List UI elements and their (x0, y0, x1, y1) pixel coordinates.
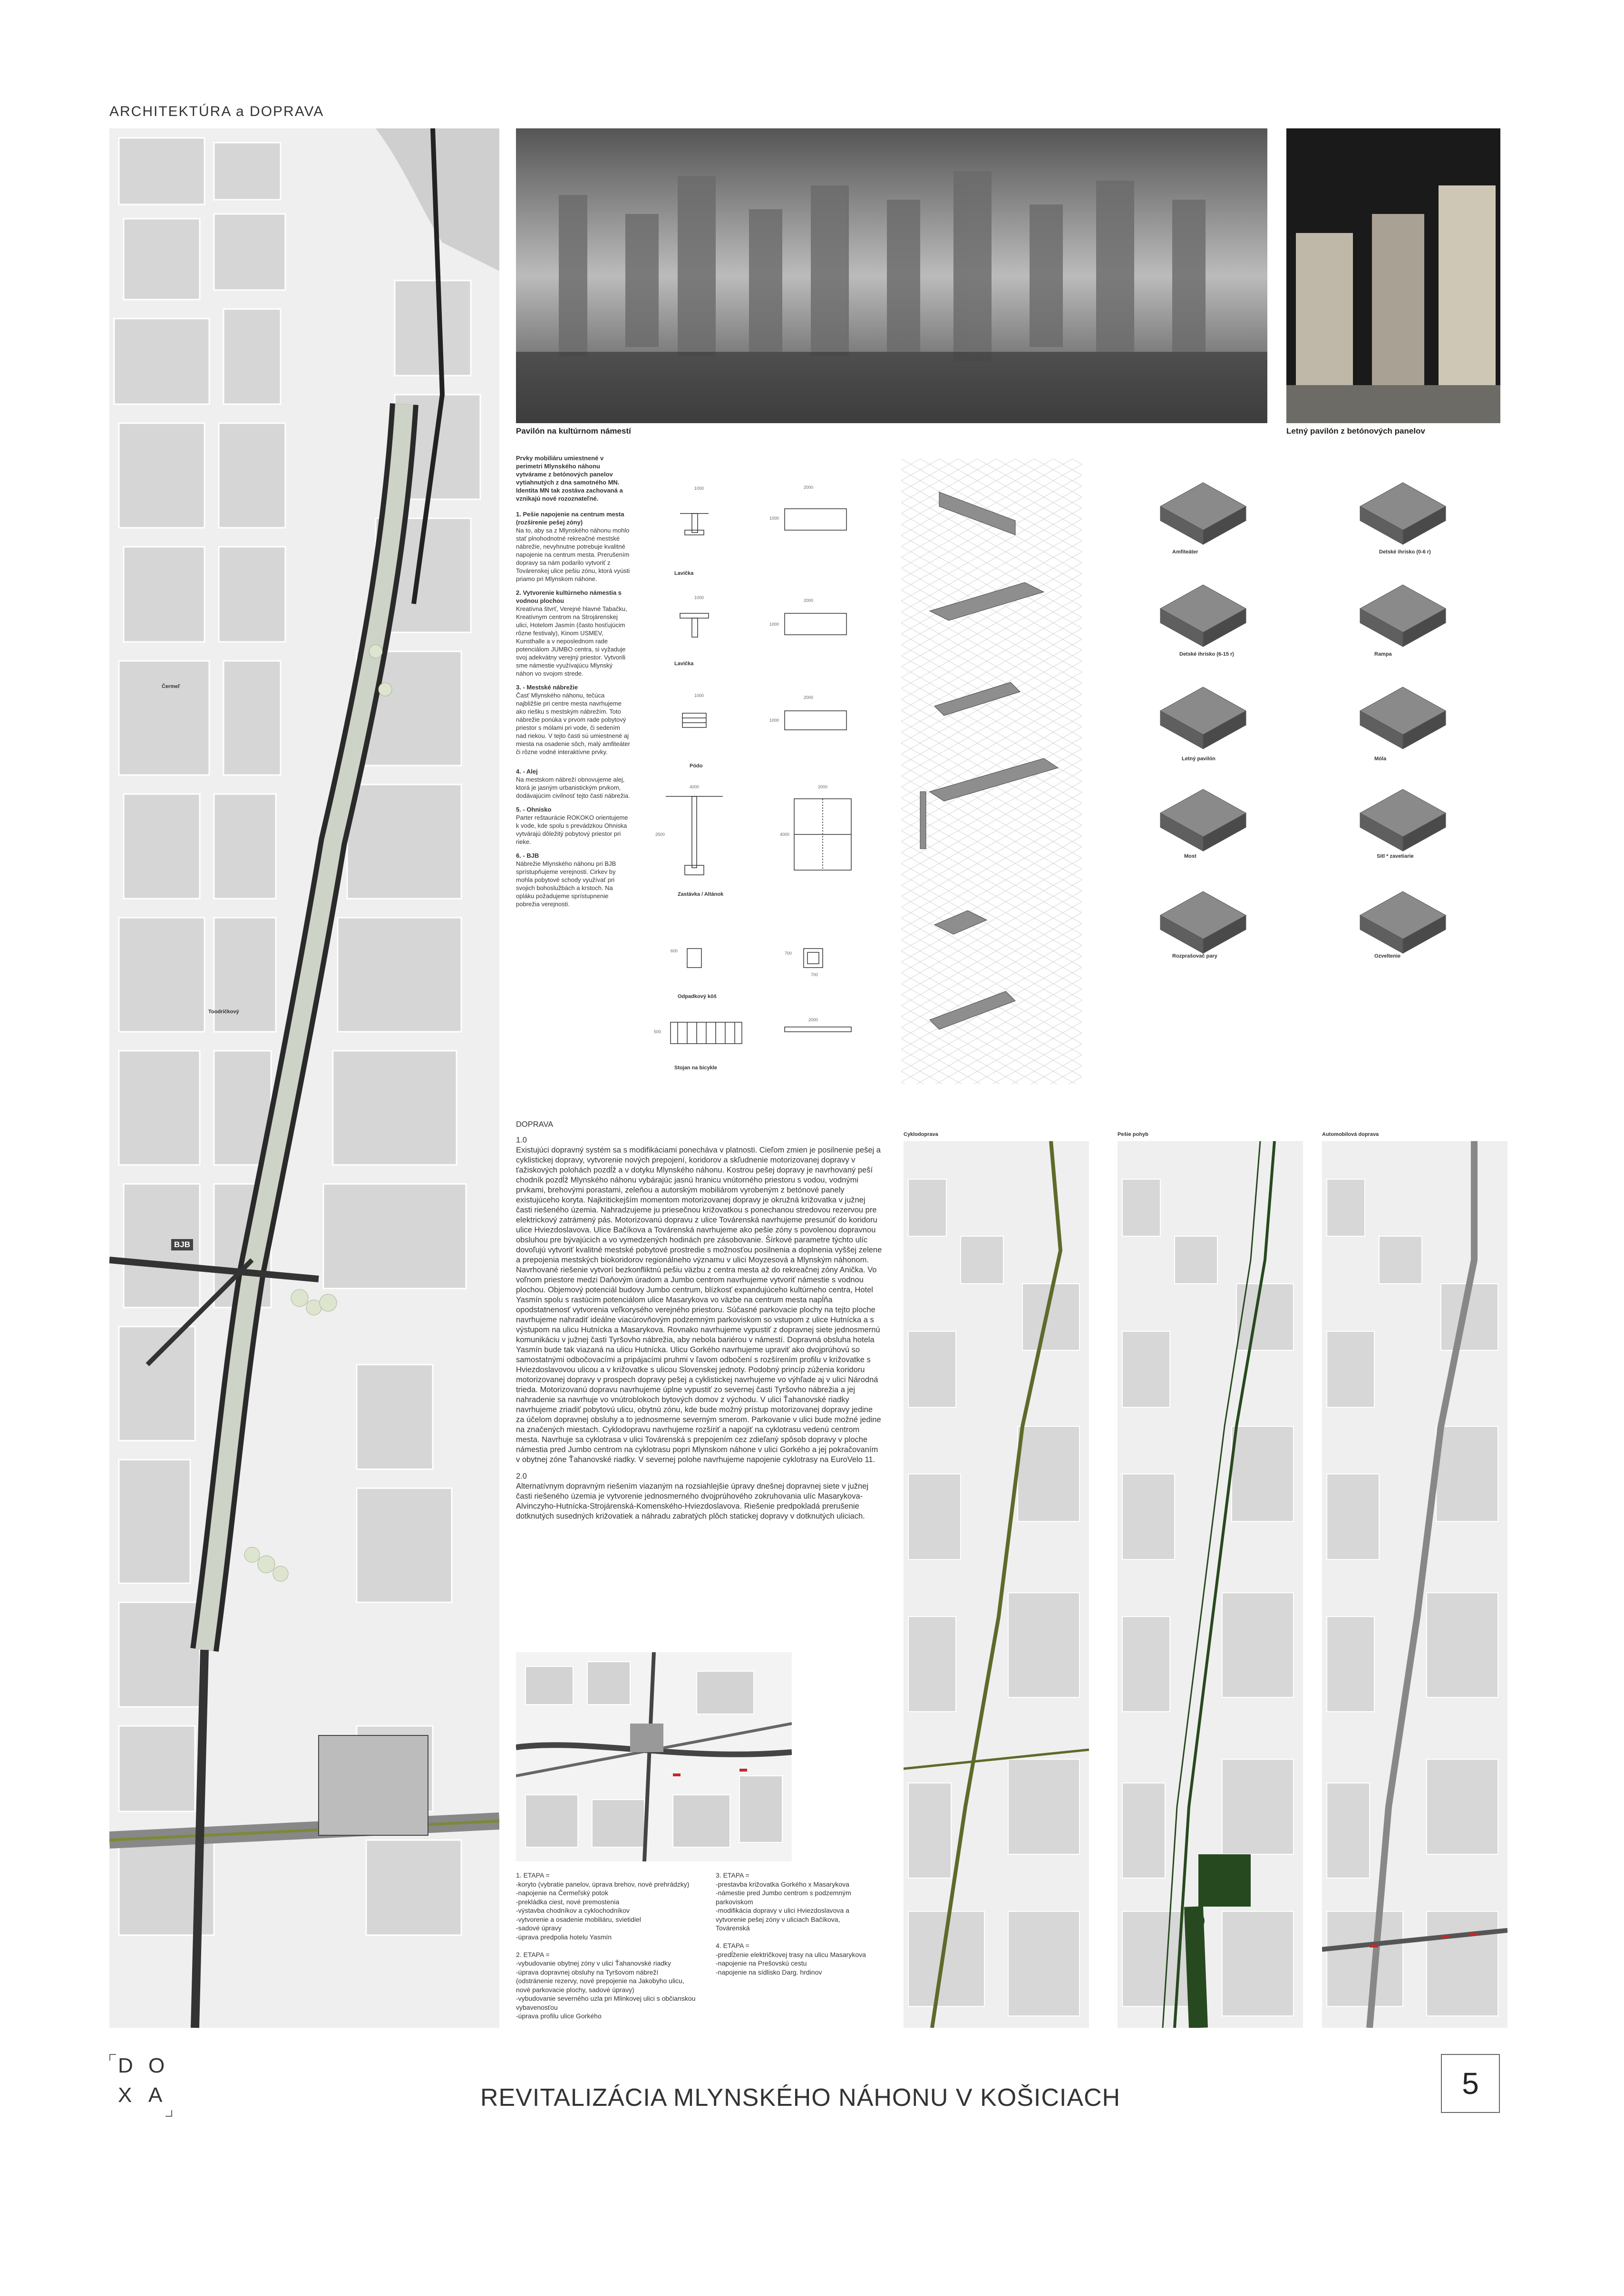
dim-label: 1000 (694, 486, 704, 491)
iso-label-sitl: Sitl * zavetiarie (1377, 853, 1414, 859)
intro-item-body: Parter reštaurácie ROKOKO orientujeme k vode, kde spolu s prevádzkou Ohniska vytvárajú dôležitý pobytový priestor pri rieke. (516, 814, 630, 845)
logo-letter: A (148, 2083, 163, 2107)
isometric-grid-svg (901, 459, 1082, 1084)
doprava-section (516, 1120, 882, 1521)
iso-label-ozveltenie: Ozveltenie (1374, 953, 1401, 959)
pedestrian-map (1118, 1141, 1303, 2028)
logo-letter: D (118, 2054, 133, 2077)
etapy-col-1: 1. ETAPA = -koryto (vybratie panelov, úprava brehov, nové prehrádzky) -napojenie na Čermeľský potok -prekládka ciest, nové premostenia -výstavba chodníkov a cyklochodníkov -vytvorenie a osadenie mobiliáru, svietidiel -sadové úpravy -úprava predpolia hotelu Yasmín 2. ETAPA = -vybudovanie obytnej zóny v ulici Ťahanovské riadky -úprava dopravnej obsluhy na Tyršovom nábreží (odstránenie rezervy, nové prepojenie na Jakobyho ulicu, nové parkovacie plochy, sadové úpravy) -vybudovanie severného uzla pri Mlinkovej ulici s občianskou vybavenosťou -úprava profilu ulice Gorkého (516, 1871, 696, 2020)
iso-elements-svg (1137, 464, 1469, 1082)
furniture-label: Lavička (674, 571, 694, 576)
car-traffic-map (1322, 1141, 1507, 2028)
dim-label: 1000 (694, 693, 704, 698)
map-label-bjb: BJB (171, 1239, 193, 1250)
dim-label: 2500 (655, 832, 665, 837)
logo-letter: X (118, 2083, 132, 2107)
map-title-auto: Automobilová doprava (1322, 1132, 1379, 1137)
doprava-s2-body: Alternatívnym dopravným riešením viazaným na rozsiahlejšie úpravy dnešnej dopravnej siete v južnej časti riešeného územia je vytvorenie jednosmerného dvojprúhového zokruhovania ulíc Masarykova-Alvinczyho-Hutnícka-Strojárenská-Komenského-Hviezdoslavova. Riešenie predpokladá prerušenie dotknutých susedných križovatiek a náhradu zabratých plôch statickej dopravy v dotknutých uliciach. (516, 1482, 871, 1521)
intro-item-title: 4. - Alej (516, 768, 538, 775)
furniture-label: Pódo (690, 763, 703, 769)
dim-label: 700 (785, 951, 792, 956)
summer-pavilion-drawing (1286, 128, 1500, 423)
alternative-map-svg (516, 1652, 792, 1861)
logo-corner (109, 2054, 116, 2061)
main-site-map (109, 128, 499, 2028)
etapy-col-2: 3. ETAPA = -prestavba križovatka Gorkého x Masarykova -námestie pred Jumbo centrom s podzemným parkoviskom -modifikácia dopravy v ulici Hviezdoslavova a vytvorenie pešej zóny v uliciach Bačíkova, Továrenská 4. ETAPA = -predĺženie električkovej trasy na ulicu Masarykova -napojenie na Prešovskú cestu -napojenie na sídlisko Darg. hrdinov (716, 1871, 866, 1976)
main-map-drawing (109, 128, 499, 2028)
logo-letter: O (148, 2054, 165, 2077)
doprava-s1-number: 1.0 (516, 1136, 527, 1144)
doprava-s1-body: Existujúci dopravný systém sa s modifikáciami ponecháva v platnosti. Cieľom zmien je posilnenie pešej a cyklistickej dopravy, vytvorenie nových prepojení, koridorov a skľudnenie motorizovanej dopravy v ťažiskových polohách pozdĺž a v dotyku Mlynského náhonu. Kostrou pešej dopravy je navrhovaný peší chodník pozdĺž Mlynského náhonu vybárajúc jasnú hranicu vnútorného priestoru s vodou, vodnými prvkami, brehovými porastami, zeleňou a autorským mobiliárom vyrobeným z betónové panely existujúceho koryta. Najkritickejším momentom motorizovanej dopravy je okružná križovatka v južnej časti riešeného územia. Nahradzujeme ju priesečnou križovatkou s ponechanou stredovou rezervou pre elektrickový zatrámený pás. Motorizovanú dopravu z ulice Továrenská navrhujeme presunúť do koridoru ulice Hviezdoslavova. Ulice Bačíkova a Továrenská navrhujeme ako pešie zóny s povolenou dopravnou obsluhou pre bývajúcich a vo vymedzených hodinách pre zásobovanie. Šírkové parametre týchto ulíc dovoľujú vytvoriť kvalitné mestské pobytové prostredie s možnosťou posilnenia a doplnenia vyššej zelene a prepojenia mestských biokoridorov regionálneho významu v ulici Moyzesová a Mlynským náhonom. Navrhované riešenie vytvorí bezkonfliktnú pešiu väzbu z centra mesta až do rekreačnej zóny Anička. Vo voľnom priestore medzi Daňovým úradom a Jumbo centrom navrhujeme vytvoriť námestie s vodnou plochou. Objemový potenciál budovy Jumbo centrum, blízkosť expandujúceho kultúrneho centra, Hotel Yasmín spolu s rastúcim potenciálom ulice Masarykova vo väzbe na centrum mesta napĺňa opodstatnenosť vytvorenia veľkorysého verejného priestoru. Súčasné parkovacie plochy na tejto ploche navrhujeme nahradiť ideálne viacúrovňovým podzemným parkoviskom so vstupom z ulice Hutnícka a s výstupom na ulicu Hutnícka a Masarykova. Rovnako navrhujeme vypustiť z dopravnej siete jednosmernú komunikáciu v južnej časti Tyršovho nábrežia, aby nebola bariérou v námestí. Dopravná obsluha hotela Yasmín bude tak viazaná na ulicu Hutnícka. Ulicu Gorkého navrhujeme upraviť ako dvojprúhovú so samostatnými odbočovacími a pripájacími pruhmi v ľavom odbočení s rozšírením profilu v križovatke s Hviezdoslavovou ulicou a v križovatke s ulicou Slovenskej jednoty. Podobný princíp zúženia koridoru motorizovanej dopravy v prospech dopravy pešej a cyklistickej navrhujeme vo výhľade aj v ulici Národná trieda. Motorizovanú dopravu navrhujeme úplne vypustiť zo severnej časti Tyršovho nábrežia a jej nahradenie sa navrhuje vo vnútroblokoch bytových domov z východu. V ulici Ťahanovské riadky navrhujeme zriadiť pobytovú ulicu, obytnú zónu, kde bude možný prístup motorizovanej dopravy jedine za účelom dopravnej obsluhy a to jednosmerne severným smerom. Parkovanie v ulici bude možné jedine na značených miestach. Cyklodopravu navrhujeme rozšíriť a napojiť na cyklotrasu vedenú centrom mesta. Navrhuje sa cyklotrasa v ulici Továrenská s prepojením cez zdieľaný spôsob dopravy v ploche námestia pred Jumbo centrom na cyklotrasu popri Mlynskom náhone v ulici Gorkého a jej pokračovaním v obytnej zóne Ťahanovské riadky. V severnej polohe navrhujeme napojenie cyklotrasy na EuroVelo 11. (516, 1146, 884, 1464)
cycling-map (904, 1141, 1089, 2028)
furniture-label: Lavička (674, 661, 694, 667)
dim-label: 4000 (690, 785, 700, 789)
intro-item-body: Na mestskom nábreží obnovujeme alej, ktorá je jasným urbanistickým prvkom, dodávajúcim civilnosť tejto časti nábrežia. (516, 776, 630, 799)
iso-label-letny-pavilon: Letný pavilón (1182, 756, 1216, 762)
iso-label-ihrisko-0-6: Detské ihrisko (0-6 r) (1379, 549, 1431, 555)
intro-item-title: 6. - BJB (516, 852, 539, 859)
dim-label: 500 (654, 1029, 661, 1034)
dim-label: 1000 (769, 516, 779, 521)
pavilion-photo (516, 128, 1267, 423)
cycling-map-svg (904, 1141, 1089, 2028)
iso-label-most: Most (1184, 853, 1196, 859)
map-label-cermel: Čermeľ (162, 684, 180, 689)
iso-label-amfiteater: Amfiteáter (1172, 549, 1198, 555)
dim-label: 600 (671, 949, 678, 953)
dim-label: 4000 (780, 832, 790, 837)
logo-corner (165, 2110, 172, 2117)
dim-label: 2000 (804, 695, 814, 700)
doprava-heading: DOPRAVA (516, 1120, 554, 1129)
isometric-furniture-render (901, 459, 1082, 1084)
dim-label: 2000 (818, 785, 828, 789)
pavilion-caption: Pavilón na kultúrnom námestí (516, 426, 631, 436)
dim-label: 1000 (694, 595, 704, 600)
dim-label: 1000 (769, 622, 779, 627)
dim-label: 700 (811, 972, 818, 977)
intro-item-title: 2. Vytvorenie kultúrneho námestia s vodnou plochou (516, 589, 623, 604)
page-number: 5 (1441, 2054, 1500, 2113)
dim-label: 1000 (769, 718, 779, 723)
doxa-logo (109, 2054, 171, 2116)
iso-label-rampa: Rampa (1374, 651, 1392, 657)
intro-item-body: Na to, aby sa z Mlynského náhonu mohlo stať plnohodnotné rekreačné mestské nábrežie, nevyhnutne potrebuje kvalitné napojenie na centrum mesta. Prerušením dopravy sa nám podarilo vytvoriť z Továrenskej ulice pešiu zónu, ktorá vyústi priamo pri Mlynskom náhone. (516, 527, 632, 582)
intro-item-title: 3. - Mestské nábrežie (516, 684, 578, 691)
intro-item-body: Kreatívna štvrť, Verejné hlavné Tabačku, Kreatívnym centrom na Strojárenskej ulici, Hotelom Jasmín (často hosťujúcim rôzne festivaly), Kinom USMEV, Kunsthalle a v neposlednom rade potenciálom JUMBO centra, si vyžaduje svoj adekvátny verejný priestor. Vytvorili sme námestie využívajúcu Mlynský náhon vo svojom strede. (516, 605, 629, 677)
intro-item-title: 1. Pešie napojenie na centrum mesta (rozšírenie pešej zóny) (516, 511, 626, 526)
alternative-traffic-map (516, 1652, 792, 1861)
iso-label-mola: Móla (1374, 756, 1387, 762)
intro-item-body: Časť Mlynského náhonu, tečúca najbližšie pri centre mesta navrhujeme ako riešku s mestským nábrežím. Toto nábrežie ponúka v prvom rade pobytový priestor s mólami pri vode, či sedením nad riekou. V tejto časti sú umiestnené aj miesta na osadenie sôch, malý amfiteáter či rôzne vodné interaktívne prvky. (516, 692, 632, 756)
map-label-toodrickovy: Toodričkový (208, 1009, 239, 1015)
iso-label-ihrisko-6-15: Detské ihrisko (6-15 r) (1179, 651, 1234, 657)
iso-elements-grid (1137, 464, 1469, 1082)
furniture-drawings (652, 471, 889, 1089)
dim-label: 2000 (808, 1017, 818, 1022)
summer-pavilion-photo (1286, 128, 1500, 423)
dim-label: 2000 (804, 598, 814, 603)
furniture-label: Stojan na bicykle (674, 1065, 717, 1071)
pedestrian-map-svg (1118, 1141, 1303, 2028)
car-map-svg (1322, 1141, 1507, 2028)
pavilion-photo-drawing (516, 128, 1267, 423)
iso-label-rozprasovac: Rozprašovač pary (1172, 953, 1217, 959)
page-header: ARCHITEKTÚRA a DOPRAVA (109, 104, 324, 119)
furniture-label: Odpadkový kôš (678, 994, 717, 999)
intro-item-body: Nábrežie Mlynského náhonu pri BJB sprístupňujeme verejnosti. Cirkev by mohla pobytové schody využívať pri svojich bohoslužbách a krstoch. Na opláku požadujeme sprístupnenie pobrežia verejnosti. (516, 860, 618, 908)
board-title: REVITALIZÁCIA MLYNSKÉHO NÁHONU V KOŠICIACH (480, 2084, 1121, 2112)
intro-lead: Prvky mobiliáru umiestnené v perimetri Mlynského náhonu vytvárame z betónových panelov vytiahnutých z dna samotného MN. Identita MN tak zostáva zachovaná a vznikajú nové rozoznateľné. (516, 455, 625, 502)
intro-item-title: 5. - Ohnisko (516, 806, 552, 813)
intro-text (516, 454, 630, 908)
furniture-label: Zastávka / Altánok (678, 891, 724, 897)
doprava-s2-number: 2.0 (516, 1472, 527, 1481)
summer-pavilion-caption: Letný pavilón z betónových panelov (1286, 426, 1425, 436)
dim-label: 2000 (804, 485, 814, 490)
map-title-pesi: Pešie pohyb (1118, 1132, 1148, 1137)
map-title-cyklo: Cyklodoprava (904, 1132, 938, 1137)
